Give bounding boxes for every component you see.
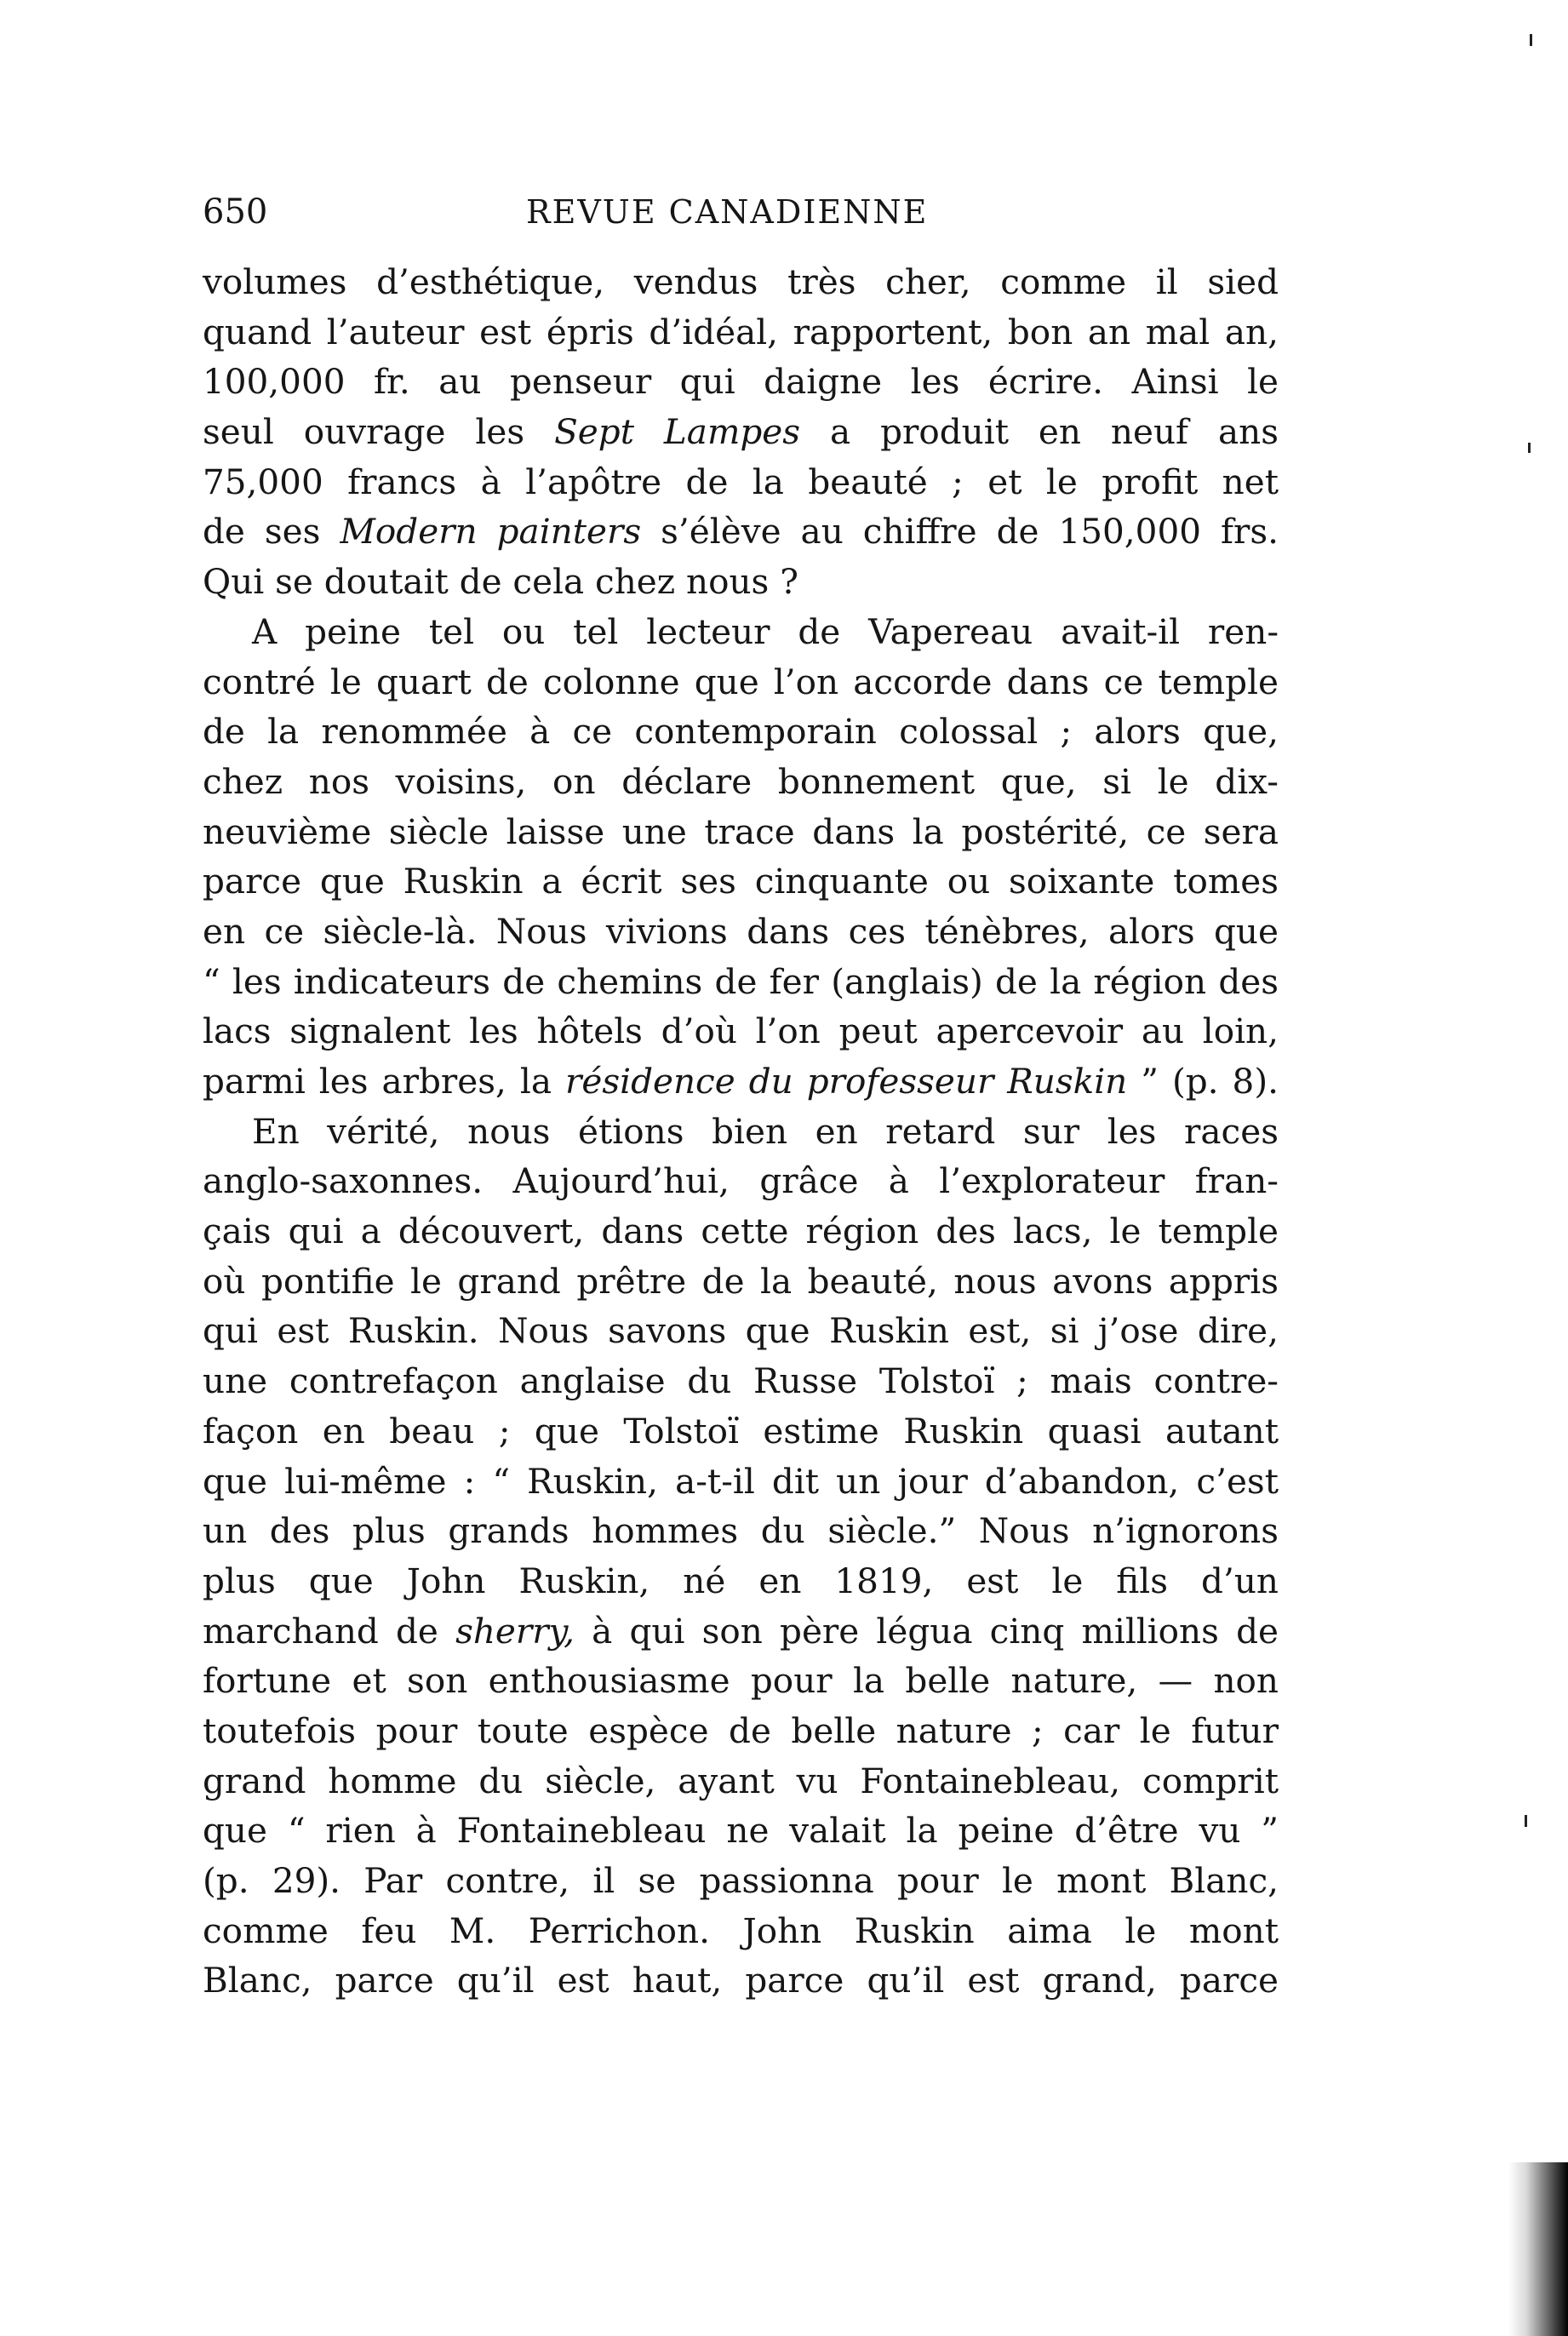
text-run: (p. 29). Par contre, il se passionna pour le mont Blanc, xyxy=(203,1860,1279,1901)
page-header xyxy=(203,191,1279,233)
text-run: 100,000 fr. au penseur qui daigne les écrire. Ainsi le xyxy=(203,361,1279,403)
text-line xyxy=(203,1206,1279,1257)
text-run: s’élève au chiffre de 150,000 frs. xyxy=(641,511,1279,553)
text-run: Blanc, parce qu’il est haut, parce qu’il est grand, parce xyxy=(203,1960,1279,2001)
text-run: parce que Ruskin a écrit ses cinquante ou soixante tomes xyxy=(203,861,1279,902)
text-line xyxy=(203,407,1279,457)
text-line xyxy=(203,707,1279,757)
text-run: quand l’auteur est épris d’idéal, rapportent, bon an mal an, xyxy=(203,311,1279,352)
scan-mark xyxy=(1530,34,1532,46)
text-run: en ce siècle-là. Nous vivions dans ces ténèbres, alors que xyxy=(203,910,1279,952)
text-line xyxy=(203,957,1279,1007)
text-run: fortune et son enthousiasme pour la belle nature, — non xyxy=(203,1660,1279,1702)
italic-text-run: sherry, xyxy=(455,1610,575,1652)
text-line xyxy=(203,907,1279,957)
text-line xyxy=(203,1056,1279,1107)
page-number: 650 xyxy=(203,192,268,232)
text-run: “ les indicateurs de chemins de fer (anglais) de la région des xyxy=(203,960,1279,1002)
text-run: neuvième siècle laisse une trace dans la postérité, ce sera xyxy=(203,810,1279,852)
text-line xyxy=(203,1806,1279,1856)
text-run: une contrefaçon anglaise du Russe Tolstoï ; mais contre- xyxy=(203,1360,1279,1402)
text-line xyxy=(203,1506,1279,1556)
text-line xyxy=(203,1406,1279,1457)
text-run: plus que John Ruskin, né en 1819, est le fils d’un xyxy=(203,1560,1279,1601)
text-run: qui est Ruskin. Nous savons que Ruskin est, si j’ose dire, xyxy=(203,1310,1279,1352)
text-line xyxy=(203,1606,1279,1657)
text-line xyxy=(203,557,1279,607)
text-run: A peine tel ou tel lecteur de Vapereau avait-il ren- xyxy=(252,610,1279,652)
text-run: a produit en neuf ans xyxy=(800,411,1279,453)
text-run: seul ouvrage les xyxy=(203,411,555,453)
text-line xyxy=(203,1156,1279,1206)
text-line xyxy=(203,1856,1279,1906)
text-run: un des plus grands hommes du siècle.” Nous n’ignorons xyxy=(203,1510,1279,1552)
text-line xyxy=(203,507,1279,557)
text-line xyxy=(203,257,1279,307)
text-line xyxy=(203,457,1279,507)
running-title: REVUE CANADIENNE xyxy=(526,193,929,231)
text-line xyxy=(203,357,1279,407)
text-run: contré le quart de colonne que l’on accorde dans ce temple xyxy=(203,661,1279,702)
text-run: çais qui a découvert, dans cette région des lacs, le temple xyxy=(203,1211,1279,1252)
text-run: que lui-même : “ Ruskin, a-t-il dit un jour d’abandon, c’est xyxy=(203,1460,1279,1502)
text-line xyxy=(203,807,1279,857)
text-run: grand homme du siècle, ayant vu Fontainebleau, comprit xyxy=(203,1760,1279,1801)
text-line xyxy=(203,1955,1279,2006)
text-line xyxy=(203,856,1279,907)
scan-mark xyxy=(1525,1815,1527,1827)
text-run: que “ rien à Fontainebleau ne valait la peine d’être vu ” xyxy=(203,1810,1279,1852)
text-run: 75,000 francs à l’apôtre de la beauté ; et le profit net xyxy=(203,461,1279,502)
text-run: lacs signalent les hôtels d’où l’on peut apercevoir au loin, xyxy=(203,1011,1279,1052)
text-line xyxy=(203,1006,1279,1056)
text-line xyxy=(203,657,1279,707)
scan-edge-shadow xyxy=(1508,2162,1568,2336)
text-run: où pontifie le grand prêtre de la beauté, nous avons appris xyxy=(203,1260,1279,1302)
text-line xyxy=(203,607,1279,657)
text-run: toutefois pour toute espèce de belle nature ; car le futur xyxy=(203,1709,1279,1751)
text-line xyxy=(203,1706,1279,1756)
text-line xyxy=(203,1457,1279,1507)
text-line xyxy=(203,757,1279,807)
text-line xyxy=(203,1257,1279,1307)
text-run: marchand de xyxy=(203,1610,456,1652)
text-run: comme feu M. Perrichon. John Ruskin aima le mont xyxy=(203,1909,1279,1951)
text-run: parmi les arbres, la xyxy=(203,1061,565,1102)
text-run: façon en beau ; que Tolstoï estime Ruskin quasi autant xyxy=(203,1410,1279,1451)
text-line xyxy=(203,1556,1279,1606)
text-run: à qui son père légua cinq millions de xyxy=(575,1610,1279,1652)
text-line xyxy=(203,1656,1279,1706)
italic-text-run: Sept Lampes xyxy=(554,411,801,453)
text-line xyxy=(203,1356,1279,1406)
text-line xyxy=(203,1107,1279,1157)
text-run: anglo-saxonnes. Aujourd’hui, grâce à l’explorateur fran- xyxy=(203,1160,1279,1202)
body-text xyxy=(203,257,1279,2006)
text-run: de la renommée à ce contemporain colossal ; alors que, xyxy=(203,711,1279,753)
text-line xyxy=(203,1756,1279,1806)
text-line xyxy=(203,307,1279,358)
text-run: ” (p. 8). xyxy=(1127,1061,1279,1102)
italic-text-run: résidence du professeur Ruskin xyxy=(565,1061,1128,1102)
text-run: chez nos voisins, on déclare bonnement que, si le dix- xyxy=(203,760,1279,802)
text-run: Qui se doutait de cela chez nous ? xyxy=(203,561,798,603)
text-line xyxy=(203,1906,1279,1956)
italic-text-run: Modern painters xyxy=(340,511,642,553)
text-line xyxy=(203,1306,1279,1356)
text-run: volumes d’esthétique, vendus très cher, comme il sied xyxy=(203,261,1279,302)
scan-mark xyxy=(1528,443,1531,453)
text-run: de ses xyxy=(203,511,340,553)
text-run: En vérité, nous étions bien en retard sur les races xyxy=(252,1110,1279,1152)
